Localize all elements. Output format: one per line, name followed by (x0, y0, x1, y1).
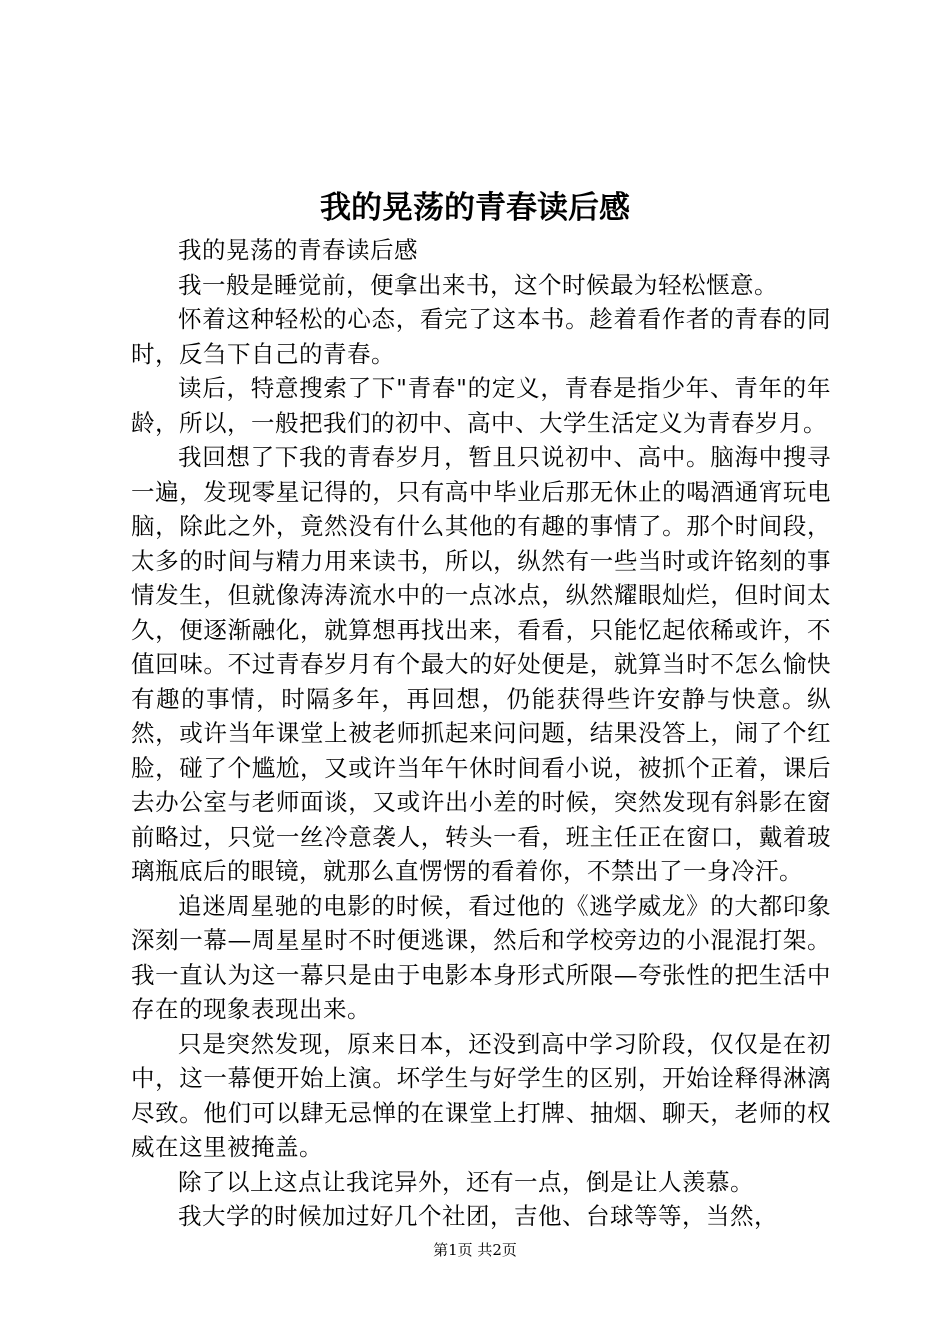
page-footer: 第1页 共2页 (433, 1241, 517, 1259)
paragraph: 只是突然发现，原来日本，还没到高中学习阶段，仅仅是在初中，这一幕便开始上演。坏学生与好学生的区别，开始诠释得淋漓尽致。他们可以肆无忌惮的在课堂上打牌、抽烟、聊天，老师的权威在这里被掩盖。 (131, 1029, 831, 1161)
paragraph: 我大学的时候加过好几个社团，吉他、台球等等，当然， (178, 1202, 778, 1230)
paragraph: 我的晃荡的青春读后感 (178, 236, 418, 264)
paragraph: 怀着这种轻松的心态，看完了这本书。趁着看作者的青春的同时，反刍下自己的青春。 (131, 305, 831, 368)
paragraph: 除了以上这点让我诧异外，还有一点，倒是让人羡慕。 (178, 1167, 754, 1196)
paragraph: 我一般是睡觉前，便拿出来书，这个时候最为轻松惬意。 (178, 270, 778, 299)
paragraph: 我回想了下我的青春岁月，暂且只说初中、高中。脑海中搜寻一遍，发现零星记得的，只有高中毕业后那无休止的喝酒通宵玩电脑，除此之外，竟然没有什么其他的有趣的事情了。那个时间段，太多的时间与精力用来读书，所以，纵然有一些当时或许铭刻的事情发生，但就像涛涛流水中的一点冰点，纵然耀眼灿烂，但时间太久，便逐渐融化，就算想再找出来，看看，只能忆起依稀或许，不值回味。不过青春岁月有个最大的好处便是，就算当时不怎么愉快有趣的事情，时隔多年，再回想，仍能获得些许安静与快意。纵然，或许当年课堂上被老师抓起来问问题，结果没答上，闹了个红脸，碰了个尴尬，又或许当年午休时间看小说，被抓个正着，课后去办公室与老师面谈，又或许出小差的时候，突然发现有斜影在窗前略过，只觉一丝冷意袭人，转头一看，班主任正在窗口，戴着玻璃瓶底后的眼镜，就那么直愣愣的看着你，不禁出了一身冷汗。 (131, 443, 831, 885)
document-body (131, 233, 831, 1234)
document-title: 我的晃荡的青春读后感 (320, 190, 630, 226)
paragraph: 读后，特意搜索了下"青春"的定义，青春是指少年、青年的年龄，所以，一般把我们的初中、高中、大学生活定义为青春岁月。 (131, 374, 831, 437)
paragraph: 追迷周星驰的电影的时候，看过他的《逃学威龙》的大都印象深刻一幕—周星星时不时便逃课，然后和学校旁边的小混混打架。我一直认为这一幕只是由于电影本身形式所限—夸张性的把生活中存在的现象表现出来。 (131, 891, 831, 1023)
